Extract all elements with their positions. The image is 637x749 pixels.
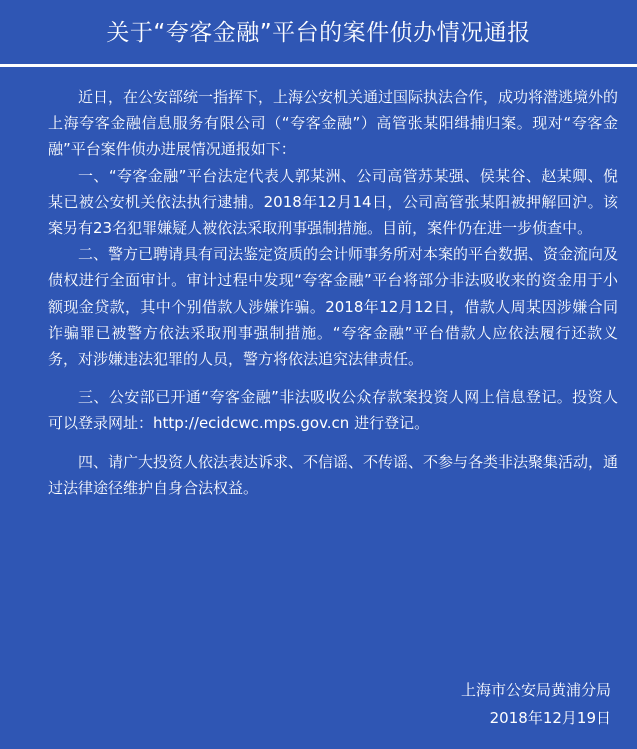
page-title: 关于“夸客金融”平台的案件侦办情况通报 [106,20,531,46]
issuer-name: 上海市公安局黄浦分局 [460,681,611,699]
title-divider [0,64,637,67]
paragraph-intro: 近日，在公安部统一指挥下，上海公安机关通过国际执法合作，成功将潜逃境外的上海夸客金融信息服务有限公司（“夸客金融”）高管张某阳缉捕归案。现对“夸客金融”平台案件侦办进展情况通报如下： [48,88,619,159]
issue-date: 2018年12月19日 [489,709,611,727]
signature-block [461,676,611,732]
paragraph-item-3: 三、公安部已开通“夸客金融”非法吸收公众存款案投资人网上信息登记。投资人可以登录网址：http://ecidcwc.mps.gov.cn 进行登记。 [48,388,618,433]
paragraph-item-4: 四、请广大投资人依法表达诉求、不信谣、不传谣、不参与各类非法聚集活动，通过法律途径维护自身合法权益。 [48,452,619,497]
paragraph-item-2: 二、警方已聘请具有司法鉴定资质的会计师事务所对本案的平台数据、资金流向及债权进行全面审计。审计过程中发现“夸客金融”平台将部分非法吸收来的资金用于小额现金贷款，其中个别借款人涉嫌诈骗。2018年12月12日，借款人周某因涉嫌合同诈骗罪已被警方依法采取刑事强制措施。“夸客金融”平台借款人应依法履行还款义务，对涉嫌违法犯罪的人员，警方将依法追究法律责任。 [48,245,619,369]
notice-body [48,84,618,501]
paragraph-item-1: 一、“夸客金融”平台法定代表人郭某洲、公司高管苏某强、侯某谷、赵某卿、倪某已被公安机关依法执行逮捕。2018年12月14日，公司高管张某阳被押解回沪。该案另有23名犯罪嫌疑人被依法采取刑事强制措施。目前，案件仍在进一步侦查中。 [48,166,618,238]
